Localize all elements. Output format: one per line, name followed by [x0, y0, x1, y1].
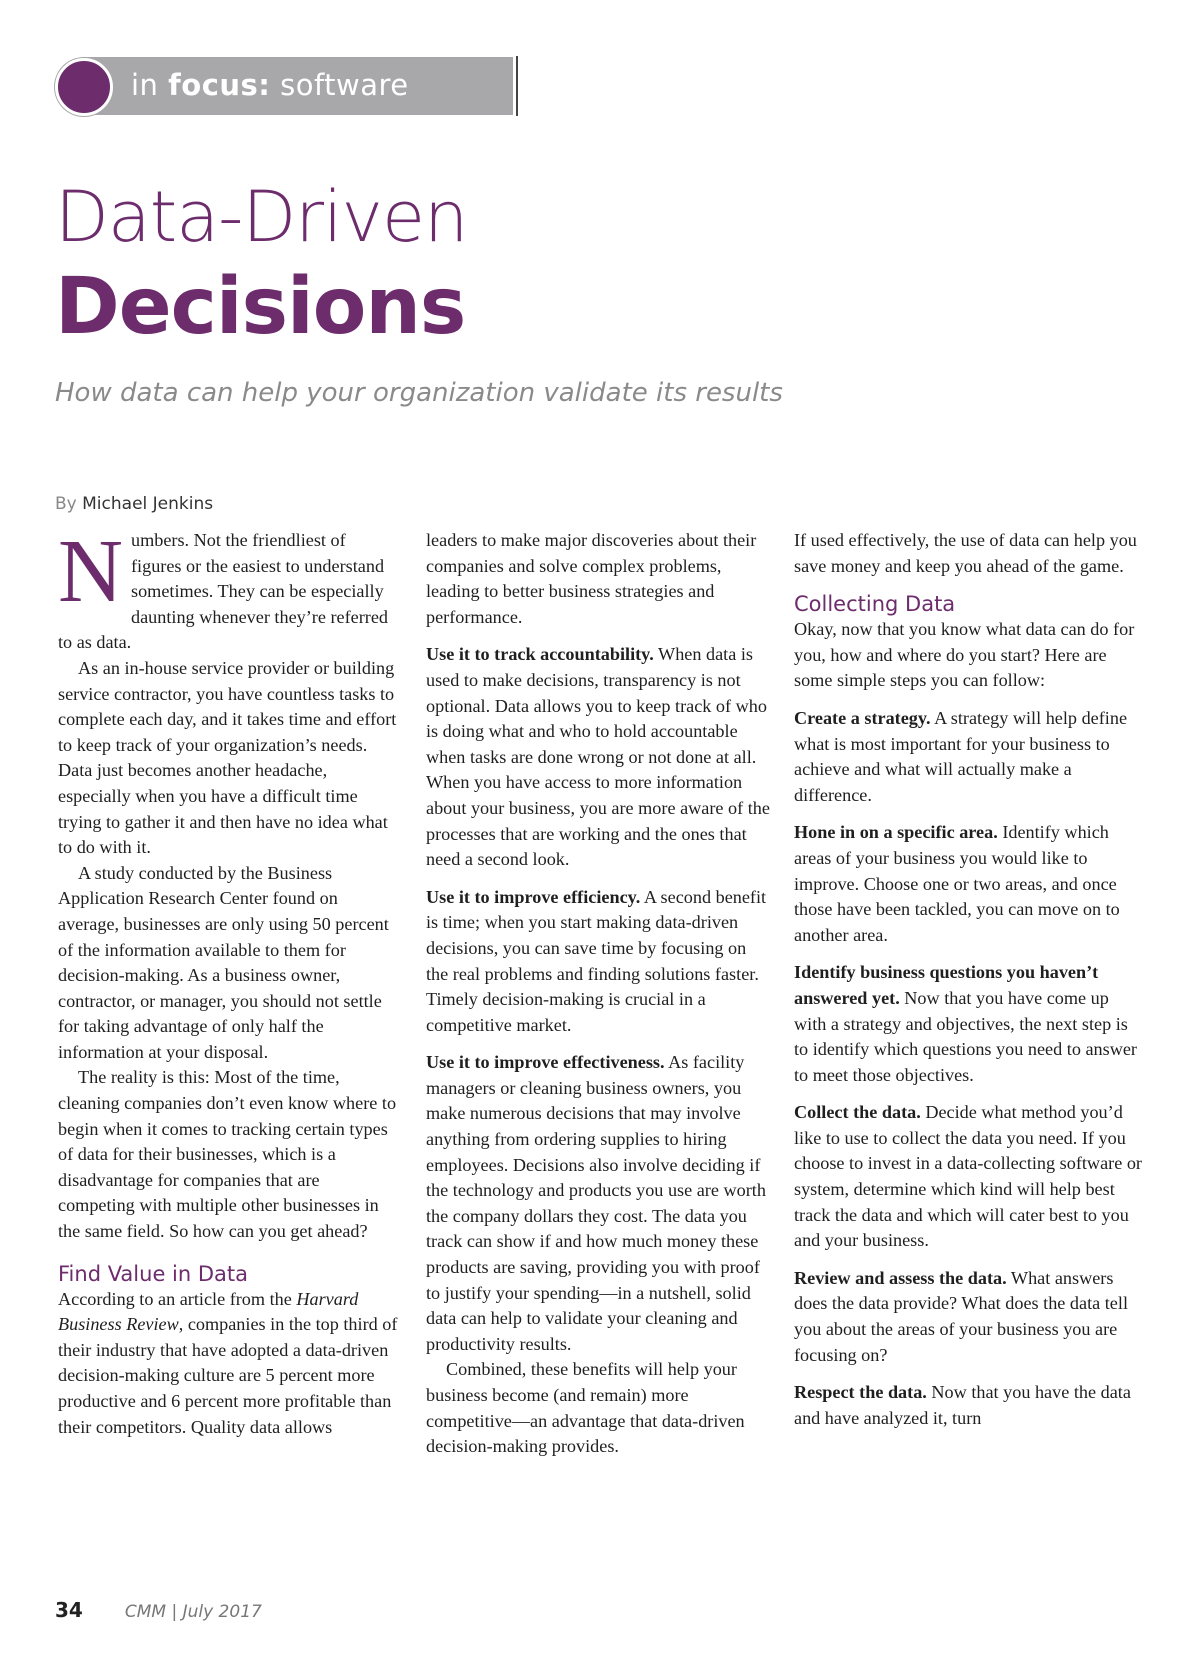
banner-rule [516, 56, 518, 116]
col2-paragraph-combined: Combined, these benefits will help your business become (and remain) more competitive—an advantage that data-driven decision-making provides. [426, 1359, 745, 1457]
byline-author: Michael Jenkins [82, 494, 214, 514]
col1-paragraph-4: The reality is this: Most of the time, cleaning companies don’t even know where to begin when it comes to tracking certain types of data for their businesses, which is a disadvantage for companies that are competing with multiple other businesses in the same field. So how can you get ahead? [58, 1067, 397, 1242]
col1-p5-b: , companies in the top third of their industry that have adopted a data-driven decision-making culture are 5 percent more productive and 6 percent more profitable than their competitors. Quality data allows [58, 1314, 398, 1437]
col3-step-hone-in [794, 820, 1144, 948]
col2-section-effectiveness [426, 1050, 772, 1357]
col3-s5-text: What answers does the data provide? What does the data tell you about the areas of your business you are focusing on? [794, 1267, 1128, 1365]
col1-paragraph-3: A study conducted by the Business Application Research Center found on average, businesses are only using 50 percent of the information available to them for decision-making. As a business owner, contractor, or manager, you should not settle for taking advantage of only half the information at your disposal. [58, 862, 389, 1062]
col3-s1-text: A strategy will help define what is most important for your business to achieve and what will actually make a difference. [794, 707, 1128, 805]
column-3 [794, 528, 1144, 1431]
publication-info: CMM | July 2017 [124, 1602, 262, 1622]
col3-s3-text: Now that you have come up with a strategy and objectives, the next step is to identify which questions you need to answer to meet those objectives. [794, 987, 1137, 1085]
col1-paragraph-2: As an in-house service provider or building service contractor, you have countless tasks to complete each day, and it takes time and effort to keep track of your organization’s needs. Data just becomes another headache, especially when you have a difficult time trying to gather it and then have no idea what to do with it. [58, 657, 397, 858]
col2-s3-text: As facility managers or cleaning business owners, you make numerous decisions that may involve anything from ordering supplies to hiring employees. Decisions also involve deciding if the technology and products you use are worth the company dollars they cost. The data you track can show if and how much money these products are saving, providing you with proof to justify your spending—in a nutshell, solid data can help to validate your cleaning and productivity results. [426, 1052, 766, 1354]
page-number: 34 [55, 1598, 83, 1622]
banner-prefix: in [131, 68, 169, 102]
col1-p5-a: According to an article from the [58, 1288, 297, 1309]
column-2 [426, 528, 772, 1460]
section-banner [55, 56, 515, 116]
byline-by: By [55, 494, 77, 514]
col3-s6-lead: Respect the data. [794, 1382, 927, 1403]
banner-suffix: software [270, 68, 409, 102]
col2-section-accountability [426, 642, 772, 872]
col3-s2-lead: Hone in on a specific area. [794, 822, 998, 843]
banner-text [131, 68, 409, 102]
col2-s2-lead: Use it to improve efficiency. [426, 886, 641, 907]
title-line-2: Decisions [55, 262, 466, 352]
heading-collecting-data: Collecting Data [794, 592, 956, 617]
col3-s3-lead: Identify business questions you haven’t answered yet. [794, 962, 1099, 1008]
col3-s1-lead: Create a strategy. [794, 707, 931, 728]
col3-s4-lead: Collect the data. [794, 1102, 921, 1123]
col3-s5-lead: Review and assess the data. [794, 1267, 1007, 1288]
col3-s6-text: Now that you have the data and have analyzed it, turn [794, 1382, 1131, 1428]
col1-paragraph-5 [58, 1287, 398, 1441]
heading-find-value: Find Value in Data [58, 1261, 249, 1286]
col1-p5-italic: Harvard Business Review [58, 1288, 359, 1335]
col3-paragraph-2: Okay, now that you know what data can do for you, how and where do you start? Here are some simple steps you can follow: [794, 619, 1135, 691]
col3-step-respect [794, 1380, 1144, 1431]
article-subtitle: How data can help your organization validate its results [55, 378, 783, 408]
title-line-1: Data-Driven [55, 176, 468, 258]
col2-s1-lead: Use it to track accountability. [426, 644, 654, 665]
col1-paragraph-1 [58, 522, 398, 656]
banner-circle-icon [55, 58, 113, 116]
col2-s2-text: A second benefit is time; when you start making data-driven decisions, you can save time by focusing on the real problems and finding solutions faster. Timely decision-making is crucial in a competitive market. [426, 886, 767, 1035]
col3-step-collect [794, 1100, 1144, 1254]
col3-step-review [794, 1266, 1144, 1368]
col3-step-strategy [794, 706, 1144, 808]
col2-s3-lead: Use it to improve effectiveness. [426, 1052, 665, 1073]
col2-paragraph-1: leaders to make major discoveries about their companies and solve complex problems, leading to better business strategies and performance. [426, 530, 757, 627]
col2-section-efficiency [426, 885, 772, 1039]
col1-p1-text: umbers. Not the friendliest of figures or the easiest to understand sometimes. They can be especially daunting whenever they’re referred to as data. [58, 530, 389, 653]
col2-s1-text: When data is used to make decisions, transparency is not optional. Data allows you to keep track of who is doing what and who to hold accountable when tasks are done wrong or not done at all. When you have access to more information about your business, you are more aware of the processes that are working and the ones that need a second look. [426, 644, 770, 870]
col3-step-questions [794, 960, 1144, 1088]
col3-paragraph-1: If used effectively, the use of data can help you save money and keep you ahead of the game. [794, 530, 1137, 576]
dropcap: N [58, 522, 123, 621]
col3-s4-text: Decide what method you’d like to use to collect the data you need. If you choose to invest in a data-collecting software or system, determine which kind will help best track the data and which will cater best to you and your business. [794, 1102, 1142, 1251]
col3-s2-text: Identify which areas of your business you would like to improve. Choose one or two areas, and once those have been tackled, you can move on to another area. [794, 822, 1120, 945]
byline [55, 494, 213, 514]
column-1 [58, 522, 398, 1440]
banner-bold: focus: [168, 68, 271, 102]
page-footer [55, 1598, 262, 1628]
